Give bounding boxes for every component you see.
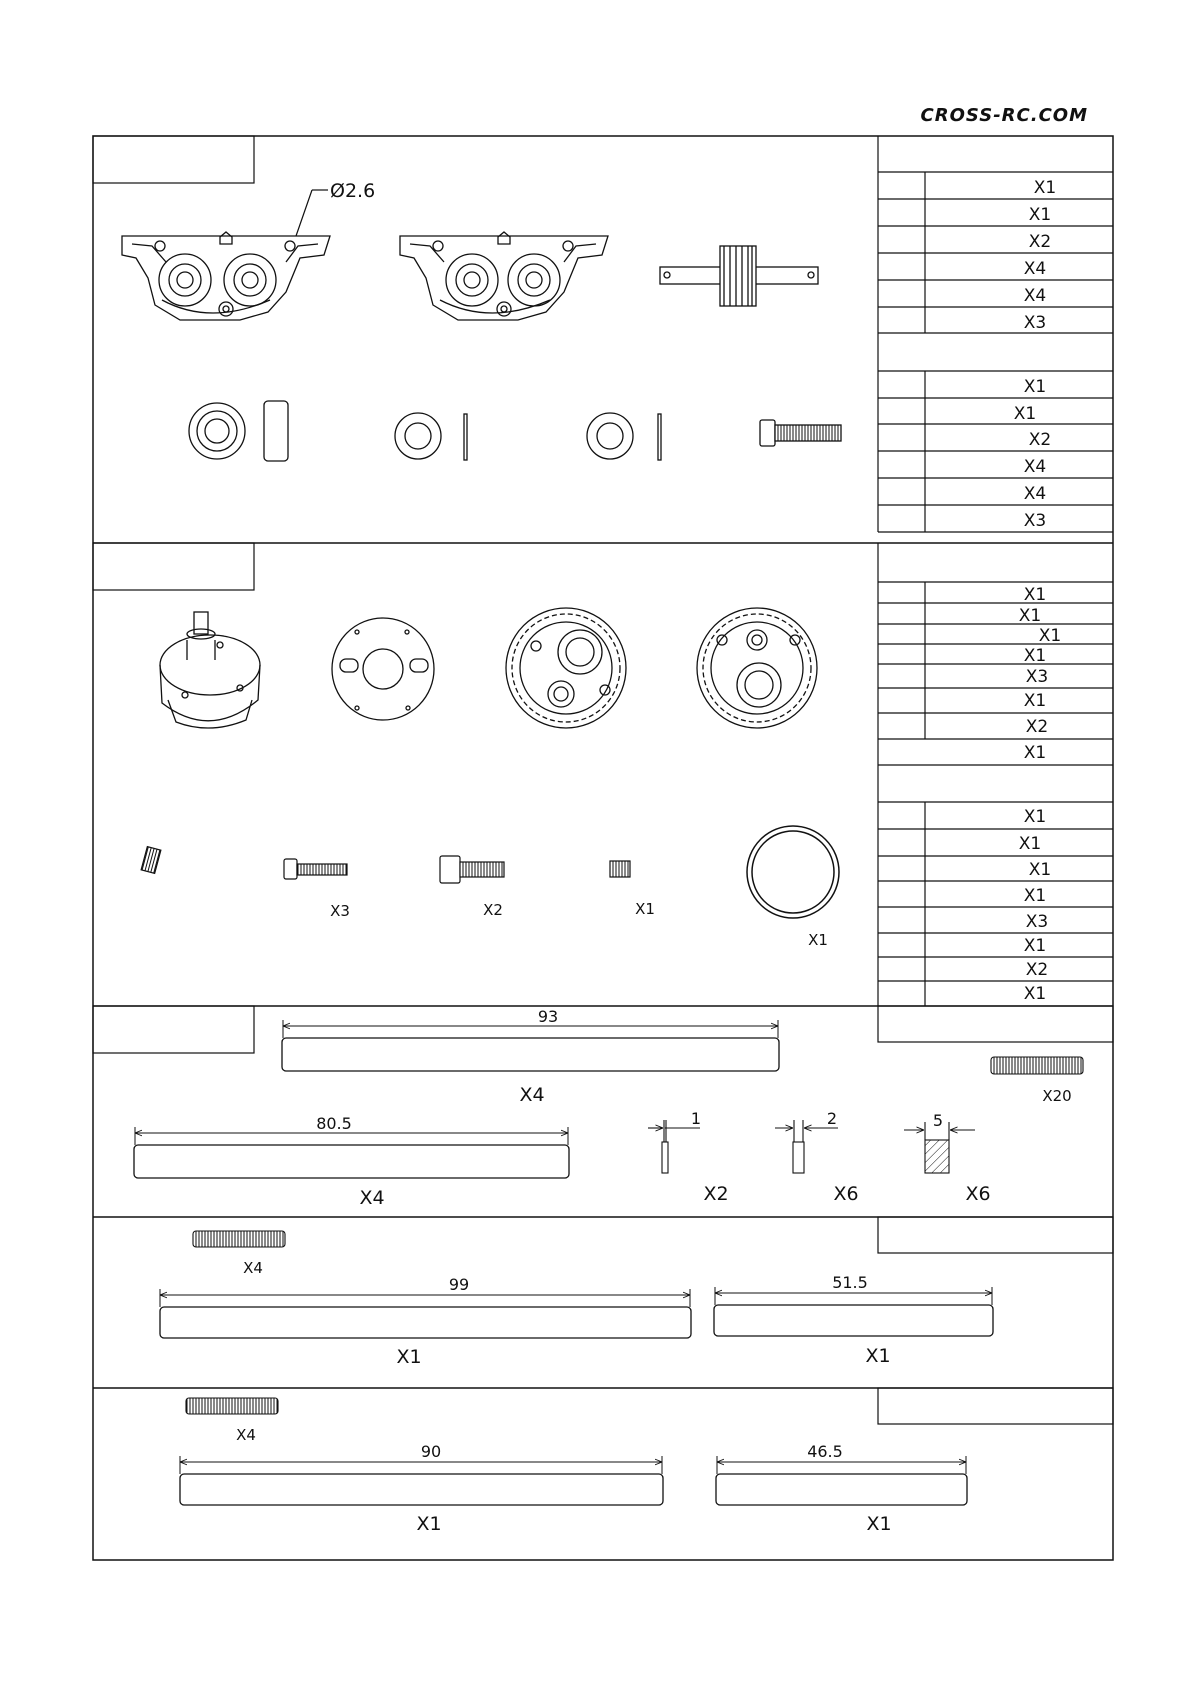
- grub-screw-small: [141, 847, 161, 874]
- sheet-frame: [93, 136, 1113, 1560]
- table2-qty: X1: [1023, 807, 1047, 827]
- qty-label: X1: [866, 1513, 892, 1535]
- dimension-label: 99: [448, 1275, 470, 1294]
- table2-qty: X1: [1023, 743, 1047, 763]
- table2-qty: X1: [1023, 646, 1047, 666]
- shaft-80-5: [134, 1114, 569, 1209]
- table1-qty: X1: [1028, 205, 1052, 225]
- threaded-rod: [991, 1057, 1083, 1105]
- dimension-label: 80.5: [316, 1114, 352, 1133]
- threaded-rod-s5: [186, 1398, 278, 1444]
- spacer-5mm: [904, 1111, 991, 1205]
- shim-1mm: [648, 1109, 729, 1205]
- qty-label: X4: [359, 1187, 385, 1209]
- qty-label: X6: [833, 1183, 859, 1205]
- brand-logo: CROSS-RC.COM: [920, 105, 1088, 126]
- qty-label: X2: [703, 1183, 729, 1205]
- gearbox-housing-left: [122, 232, 330, 320]
- table2-qty: X1: [1028, 860, 1052, 880]
- shaft-51-5: [714, 1273, 993, 1367]
- table2-qty: X1: [1023, 886, 1047, 906]
- qty-label: X1: [416, 1513, 442, 1535]
- section1-title-box: [93, 136, 254, 183]
- differential-housing: [160, 612, 260, 728]
- gear-shaft: [660, 246, 818, 306]
- shaft-46-5: [716, 1442, 967, 1535]
- o-ring: [747, 826, 839, 949]
- qty-label: X4: [519, 1084, 545, 1106]
- shaft-99: [160, 1275, 691, 1368]
- planetary-carrier-1: [506, 608, 626, 728]
- washer-1: [395, 413, 467, 460]
- diameter-label: Ø2.6: [330, 180, 376, 202]
- table1-qty: X4: [1023, 259, 1047, 279]
- threaded-rod-s4: [193, 1231, 285, 1277]
- qty-label: X4: [236, 1426, 256, 1444]
- table1-qty: X4: [1023, 457, 1047, 477]
- qty-label: X20: [1042, 1087, 1072, 1105]
- dimension-label: 51.5: [832, 1273, 868, 1292]
- table2-qty: X1: [1038, 626, 1062, 646]
- shaft-93: [282, 1007, 779, 1106]
- diameter-callout: [296, 180, 375, 236]
- table1-qty: X4: [1023, 286, 1047, 306]
- table2-qty: X1: [1023, 585, 1047, 605]
- shim-2mm: [775, 1109, 859, 1205]
- table2-qty: X2: [1025, 717, 1049, 737]
- screw-section1: [760, 420, 841, 446]
- section3-title-box: [93, 1006, 254, 1053]
- table1-qty: X1: [1013, 404, 1037, 424]
- table1-qty: X1: [1033, 178, 1057, 198]
- dimension-label: 5: [932, 1111, 944, 1130]
- qty-label: X1: [396, 1346, 422, 1368]
- section-title-boxes: [93, 136, 254, 1053]
- table1-qty: X3: [1023, 313, 1047, 333]
- screw-long: [284, 859, 350, 920]
- table2-qty: X1: [1018, 606, 1042, 626]
- table2-qty: X2: [1025, 960, 1049, 980]
- dimension-label: 90: [420, 1442, 442, 1461]
- table1-grid: [878, 136, 1113, 532]
- table2-qty: X1: [1018, 834, 1042, 854]
- qty-label: X3: [330, 902, 350, 920]
- table1-qty: X2: [1028, 232, 1052, 252]
- washer-2: [587, 413, 661, 460]
- table1-qty: X2: [1028, 430, 1052, 450]
- table2-grid: [878, 543, 1113, 1006]
- bearing: [189, 401, 288, 461]
- dimension-label: 93: [537, 1007, 559, 1026]
- diff-cover-plate: [332, 618, 434, 720]
- table2-qty: X3: [1025, 912, 1049, 932]
- table2-qty: X1: [1023, 984, 1047, 1004]
- qty-label: X4: [243, 1259, 263, 1277]
- qty-label: X1: [808, 931, 828, 949]
- table1-qty: X4: [1023, 484, 1047, 504]
- shaft-90: [180, 1442, 663, 1535]
- planetary-carrier-2: [697, 608, 817, 728]
- section5-header-box: [878, 1388, 1113, 1424]
- table1-qty: X3: [1023, 511, 1047, 531]
- gearbox-housing-right: [400, 232, 608, 320]
- table1-qty: X1: [1023, 377, 1047, 397]
- qty-label: X2: [483, 901, 503, 919]
- qty-label: X1: [635, 900, 655, 918]
- table2-qty: X1: [1023, 691, 1047, 711]
- dimension-label: 1: [690, 1109, 702, 1128]
- dimension-label: 46.5: [807, 1442, 843, 1461]
- dimension-label: 2: [826, 1109, 838, 1128]
- section3-header-box: [878, 1006, 1113, 1042]
- table2-quantities: [1019, 585, 1061, 1004]
- section4-header-box: [878, 1217, 1113, 1253]
- grub-screw: [610, 861, 655, 918]
- qty-label: X1: [865, 1345, 891, 1367]
- table2-qty: X3: [1025, 667, 1049, 687]
- screw-short: [440, 856, 504, 919]
- table2-qty: X1: [1023, 936, 1047, 956]
- section2-title-box: [93, 543, 254, 590]
- qty-label: X6: [965, 1183, 991, 1205]
